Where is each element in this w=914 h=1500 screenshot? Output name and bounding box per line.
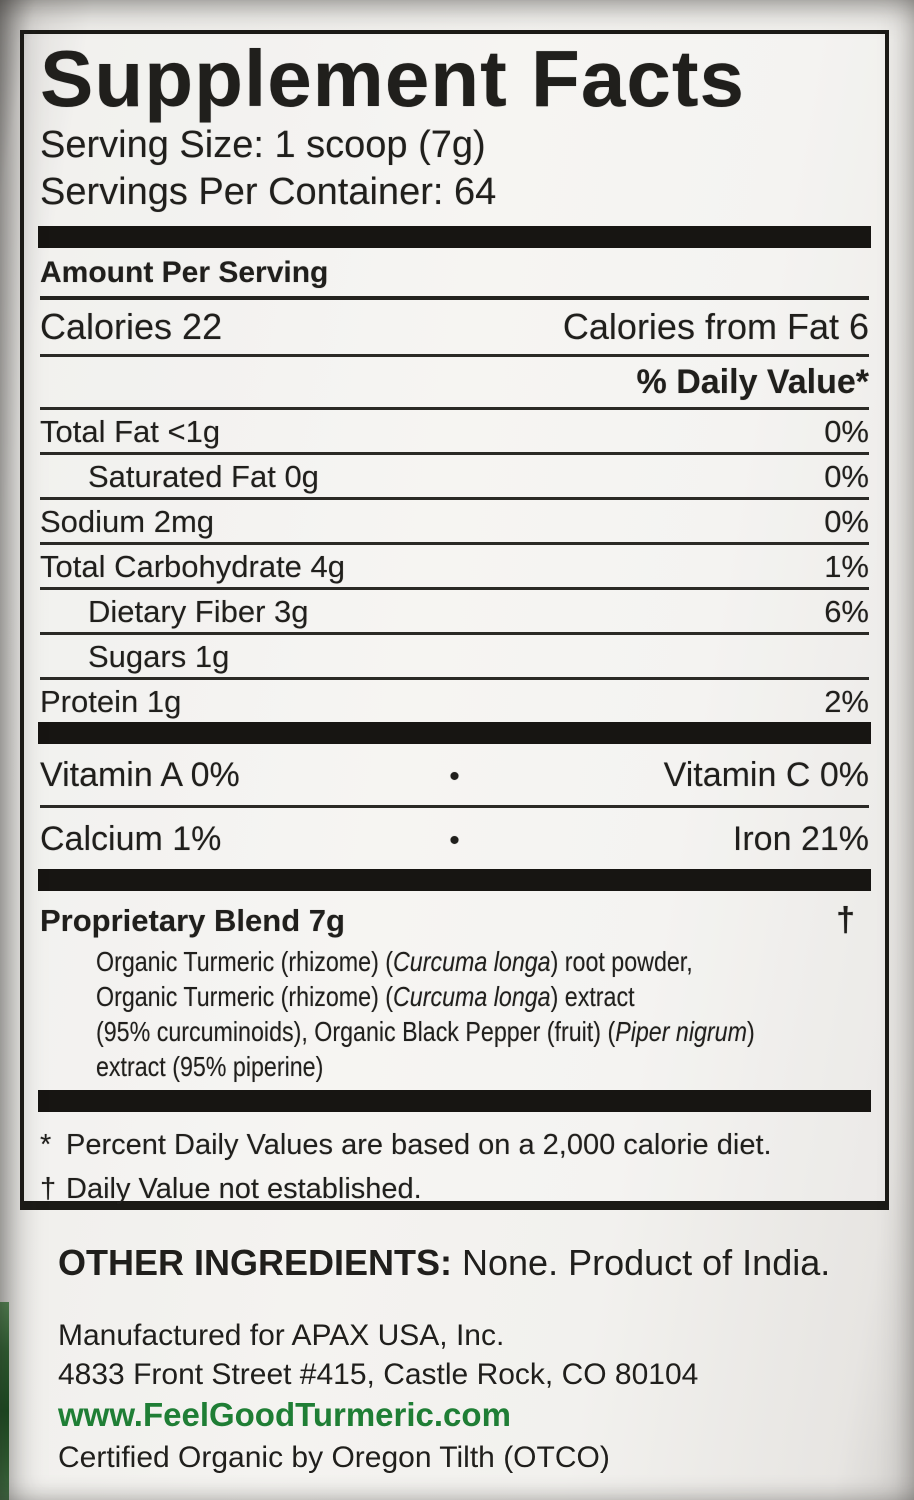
nutrient-name: Total Carbohydrate 4g <box>40 549 346 584</box>
nutrient-row <box>40 680 869 722</box>
blend-ingredient-line <box>96 1049 826 1084</box>
species-name-italic: Curcuma longa <box>393 946 551 977</box>
vitamins-minerals-table <box>40 744 869 869</box>
blend-ingredients <box>96 944 826 1084</box>
nutrient-name: Sodium 2mg <box>40 504 215 539</box>
certification-line: Certified Organic by Oregon Tilth (OTCO) <box>58 1441 610 1474</box>
bullet-separator: • <box>449 824 460 857</box>
nutrient-name: Total Fat <1g <box>40 414 221 449</box>
vitamin-row <box>40 808 869 869</box>
nutrient-name: Dietary Fiber 3g <box>88 594 309 629</box>
species-name-italic: Curcuma longa <box>393 981 551 1012</box>
ingredient-text: extract (95% piperine) <box>96 1051 324 1082</box>
ingredient-text: Organic Turmeric (rhizome) ( <box>96 946 394 977</box>
nutrient-value: 1% <box>824 549 869 584</box>
calories-label: Calories 22 <box>40 306 223 347</box>
footnote-text: Daily Value not established. <box>66 1173 422 1205</box>
blend-ingredient-line <box>96 944 826 979</box>
ingredient-text: ) root powder, <box>550 946 693 977</box>
supplement-facts-panel <box>20 30 889 1210</box>
other-ingredients-line <box>58 1243 830 1283</box>
footnote-mark: † <box>40 1173 57 1205</box>
website-link: www.FeelGoodTurmeric.com <box>58 1396 511 1433</box>
vitamin-row <box>40 744 869 805</box>
calories-from-fat-label: Calories from Fat 6 <box>562 306 869 347</box>
nutrient-value: 0% <box>824 504 869 539</box>
nutrient-row <box>40 545 869 587</box>
species-name-italic: Piper nigrum <box>615 1016 747 1047</box>
footnote-text: Percent Daily Values are based on a 2,000 calorie diet. <box>66 1129 772 1161</box>
section-bar <box>38 869 871 891</box>
dagger-symbol: † <box>836 901 855 939</box>
footnote-mark: * <box>40 1129 52 1161</box>
vitamin-left-value: Calcium 1% <box>40 820 222 858</box>
servings-per-container-line: Servings Per Container: 64 <box>40 171 497 213</box>
manufacturer-line: Manufactured for APAX USA, Inc. <box>58 1319 505 1352</box>
ingredient-text: ) <box>746 1016 755 1047</box>
calories-row <box>40 300 869 354</box>
footnote-dagger <box>40 1170 869 1208</box>
label-edge-green-strip <box>0 1302 9 1500</box>
ingredient-text: (95% curcuminoids), Organic Black Pepper (fruit) ( <box>96 1016 616 1047</box>
vitamin-right-value: Iron 21% <box>732 820 869 858</box>
nutrient-row <box>40 590 869 632</box>
panel-title: Supplement Facts <box>40 34 746 123</box>
nutrient-row <box>40 410 869 452</box>
nutrient-row <box>40 500 869 542</box>
daily-value-header-row <box>40 357 869 407</box>
bullet-separator: • <box>449 760 460 793</box>
blend-ingredient-line <box>96 1014 826 1049</box>
ingredient-text: ) extract <box>550 981 635 1012</box>
nutrient-value: 0% <box>824 414 869 449</box>
serving-size-line: Serving Size: 1 scoop (7g) <box>40 124 486 166</box>
amount-per-serving-label: Amount Per Serving <box>40 256 329 289</box>
nutrient-row <box>40 635 869 677</box>
vitamin-left-value: Vitamin A 0% <box>40 756 240 794</box>
nutrient-value: 2% <box>824 684 869 719</box>
section-bar <box>38 722 871 744</box>
nutrient-name: Protein 1g <box>40 684 182 719</box>
nutrient-name: Sugars 1g <box>88 639 230 674</box>
daily-value-header: % Daily Value* <box>636 363 869 401</box>
other-ingredients-label: OTHER INGREDIENTS: <box>58 1242 453 1283</box>
nutrient-name: Saturated Fat 0g <box>88 459 319 494</box>
address-line: 4833 Front Street #415, Castle Rock, CO 80104 <box>58 1358 699 1391</box>
nutrient-value: 6% <box>824 594 869 629</box>
footnotes <box>40 1126 869 1208</box>
section-bar <box>38 226 871 248</box>
footnote-asterisk <box>40 1126 869 1164</box>
vitamin-right-value: Vitamin C 0% <box>663 756 869 794</box>
ingredient-text: Organic Turmeric (rhizome) ( <box>96 981 394 1012</box>
proprietary-blend-title: Proprietary Blend 7g <box>40 903 345 938</box>
proprietary-blend-row <box>40 891 869 940</box>
section-bar <box>38 1090 871 1112</box>
nutrient-row <box>40 455 869 497</box>
nutrients-table <box>40 410 869 722</box>
other-ingredients-text: None. Product of India. <box>452 1242 831 1283</box>
nutrient-value: 0% <box>824 459 869 494</box>
blend-ingredient-line <box>96 979 826 1014</box>
